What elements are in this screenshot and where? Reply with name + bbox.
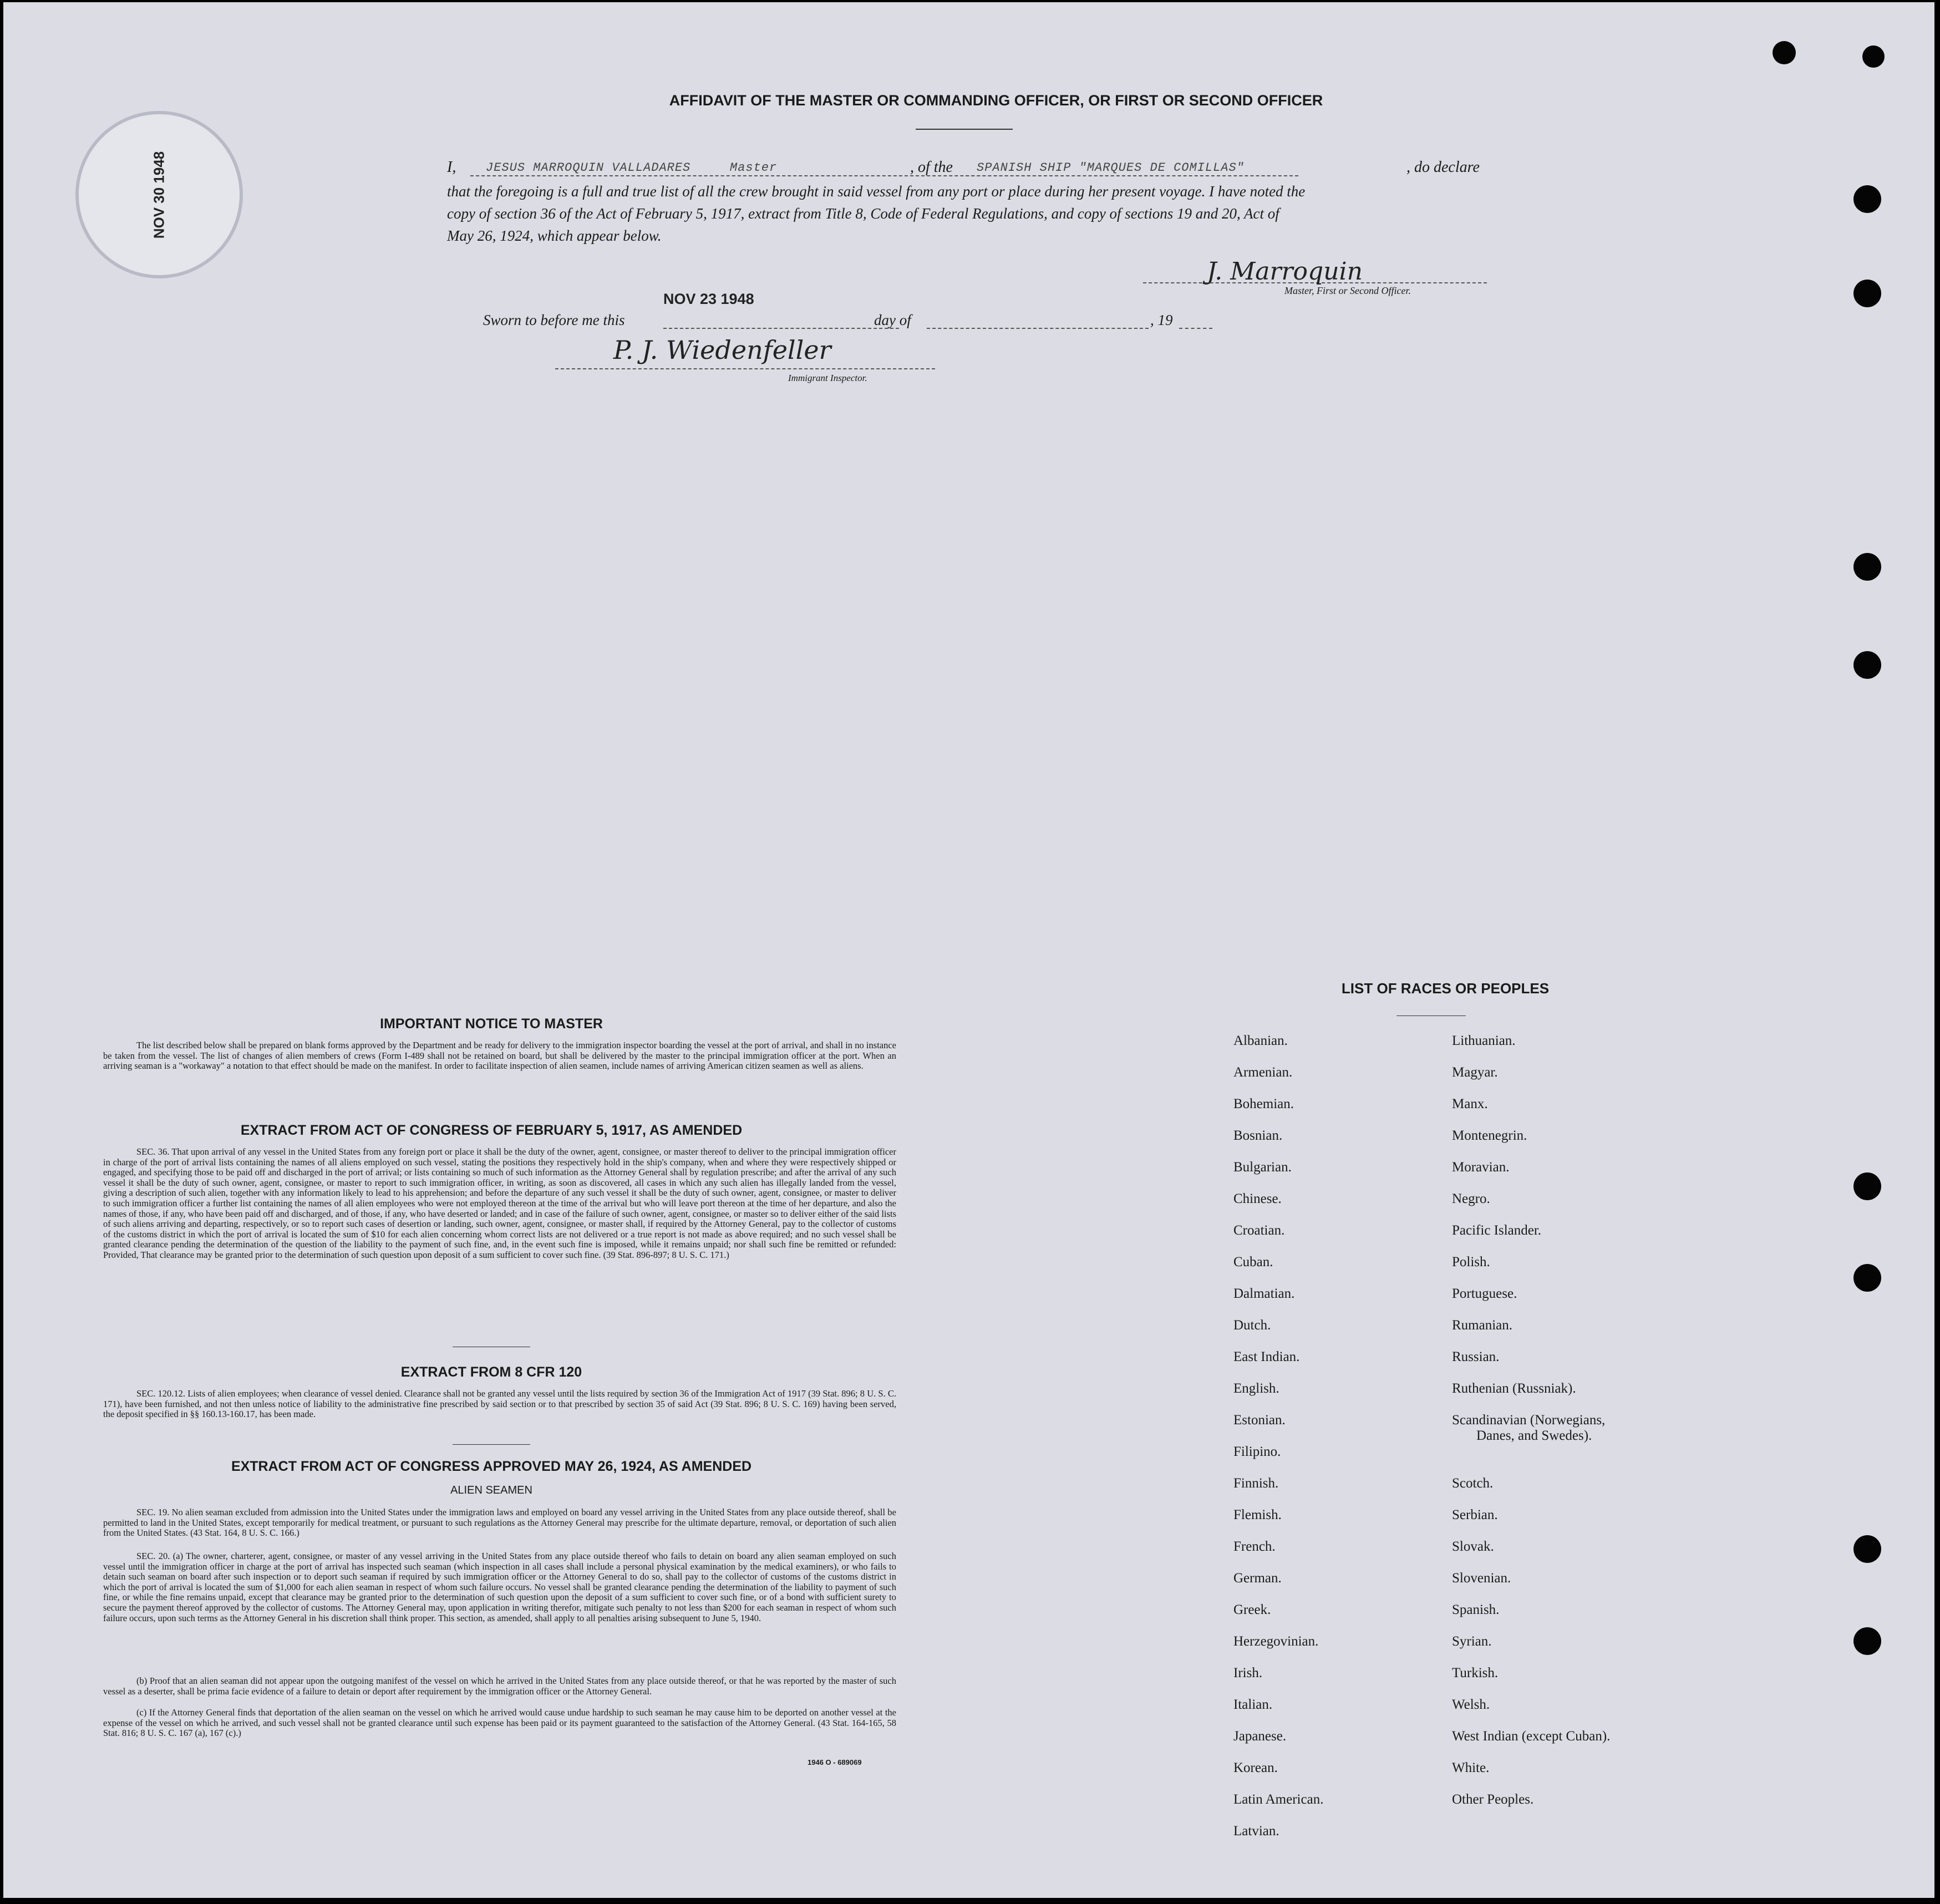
extract-1924-sec20b: (b) Proof that an alien seaman did not appear upon the outgoing manifest of the vessel on which he arrived in the United States from any place outside thereof, or that he was reported by the master of such vessel as a deserter, shall be prima facie evidence of a failure to detain or deport after requirement by the immigration officer or the Attorney General. xyxy=(103,1675,896,1697)
race-item: Filipino. xyxy=(1233,1444,1281,1459)
inspector-signature-line xyxy=(555,368,935,369)
race-item: Scandinavian (Norwegians, xyxy=(1452,1413,1606,1428)
punch-hole xyxy=(1853,1627,1881,1655)
notice-body: The list described below shall be prepared on blank forms approved by the Department and be ready for delivery to the immigration inspector boarding the vessel at the port of arrival, and shall in no instance be taken from the vessel. The list of changes of alien members of crews (Form I-489 shall not be retained on board, but shall be delivered by the master to the principal immigration officer at the port. When an arriving seaman is a "workaway" a notation to that effect should be made on the manifest. In order to facilitate inspection of alien seamen, include names of arriving American citizen seamen as well as aliens. xyxy=(103,1040,896,1072)
punch-hole xyxy=(1853,1172,1881,1200)
ship-name-filled: SPANISH SHIP "MARQUES DE COMILLAS" xyxy=(977,161,1245,175)
race-item: Polish. xyxy=(1452,1255,1490,1270)
race-item: Slovak. xyxy=(1452,1539,1494,1554)
extract-1924-sec20a: SEC. 20. (a) The owner, charterer, agent, consignee, or master of any vessel arriving in the United States from any place outside thereof who fails to detain on board any alien seaman employed on such vessel until the immigration officer in charge at the port of arrival has inspected such seaman (which inspection in all cases shall include a personal physical examination by the medical examiners), or who fails to detain such seaman on board after such inspection or to deport such seaman if required by such immigration officer or the Attorney General to do so, shall pay to the collector of customs of the customs district in which the port of arrival is located the sum of $1,000 for each alien seaman in respect of whom such failure occurs. No vessel shall be granted clearance pending the determination of the liability to payment of such fine, or while the fine remains unpaid, except that clearance may be granted prior to the determination of such question upon the deposit of a sum sufficient to cover such fine, or of a bond with sufficient surety to secure the payment thereof approved by the collector of customs. The Attorney General may, upon application in writing therefor, mitigate such penalty to not less than $200 for each seaman in respect of whom such failure occurs, upon such terms as the Attorney General in his discretion shall think proper. This section, as amended, shall apply to all penalties arising subsequent to June 5, 1940. xyxy=(103,1551,896,1623)
title-underline xyxy=(916,129,1013,130)
race-item: Armenian. xyxy=(1233,1065,1293,1080)
inspector-caption: Immigrant Inspector. xyxy=(788,373,867,383)
extract-1924-sec20c: (c) If the Attorney General finds that deportation of the alien seaman on the vessel on which he arrived would cause undue hardship to such seaman he may cause him to be deported on another vessel at the expense of the vessel on which he arrived, and such vessel shall not be granted clearance until such expense has been paid or its payment guaranteed to the satisfaction of the Attorney General. (43 Stat. 164-165, 58 Stat. 816; 8 U. S. C. 167 (a), 167 (c).) xyxy=(103,1707,896,1739)
race-item: East Indian. xyxy=(1233,1349,1300,1364)
affidavit-line4: May 26, 1924, which appear below. xyxy=(447,227,662,244)
date-stamp-seal xyxy=(75,111,243,278)
punch-hole xyxy=(1853,280,1881,307)
race-item: Serbian. xyxy=(1452,1507,1498,1522)
inspector-signature: P. J. Wiedenfeller xyxy=(613,335,831,365)
punch-hole xyxy=(1853,1535,1881,1563)
affidavit-line2: that the foregoing is a full and true list of all the crew brought in said vessel from any port or place during her present voyage. I have noted the xyxy=(447,183,1306,200)
stamp-date: NOV 30 1948 xyxy=(150,151,167,239)
day-of-label: day of xyxy=(874,312,911,328)
race-item: Irish. xyxy=(1233,1666,1263,1680)
race-item: West Indian (except Cuban). xyxy=(1452,1729,1611,1744)
race-item: Greek. xyxy=(1233,1602,1271,1617)
race-item: Pacific Islander. xyxy=(1452,1223,1542,1238)
races-title: LIST OF RACES OR PEOPLES xyxy=(1341,980,1550,997)
extract-1924-sec19: SEC. 19. No alien seaman excluded from admission into the United States under the immigration laws and employed on board any vessel arriving in the United States from any place outside thereof, shall be permitted to land in the United States, except temporarily for medical treatment, or pursuant to such regulations as the Attorney General may prescribe for the ultimate departure, removal, or deportation of such alien from the United States. (43 Stat. 164, 8 U. S. C. 166.) xyxy=(103,1507,896,1539)
rank-filled: Master xyxy=(730,161,778,175)
race-item: Dutch. xyxy=(1233,1318,1271,1333)
race-item: Ruthenian (Russniak). xyxy=(1452,1381,1576,1396)
race-item: German. xyxy=(1233,1571,1282,1586)
month-line xyxy=(927,328,1149,329)
race-item: Korean. xyxy=(1233,1760,1278,1775)
race-item: Japanese. xyxy=(1233,1729,1287,1744)
race-item: Dalmatian. xyxy=(1233,1286,1295,1301)
race-item: Chinese. xyxy=(1233,1191,1282,1206)
do-declare-label: , do declare xyxy=(1406,159,1480,176)
extract-1924-subtitle: ALIEN SEAMEN xyxy=(450,1484,532,1496)
punch-hole xyxy=(1853,1264,1881,1292)
punch-hole xyxy=(1773,41,1796,64)
race-item: Estonian. xyxy=(1233,1413,1286,1428)
race-item: Herzegovinian. xyxy=(1233,1634,1319,1649)
race-item: Spanish. xyxy=(1452,1602,1500,1617)
extract-cfr-body: SEC. 120.12. Lists of alien employees; when clearance of vessel denied. Clearance shall not be granted any vessel until the lists required by section 36 of the Immigration Act of 1917 (39 Stat. 896; 8 U. S. C. 171), have been furnished, and not then unless notice of liability to the administrative fine prescribed by said section or to that prescribed by section 35 of said Act (39 Stat. 896; 8 U. S. C. 169) having been served, the deposit specified in §§ 160.13-160.17, has been made. xyxy=(103,1388,896,1420)
race-item: Bosnian. xyxy=(1233,1128,1283,1143)
races-right-column xyxy=(1452,1033,1610,1823)
affidavit-line1 xyxy=(447,159,1495,181)
master-name-filled: JESUS MARROQUIN VALLADARES xyxy=(486,161,691,175)
race-item: English. xyxy=(1233,1381,1279,1396)
race-item: Danes, and Swedes). xyxy=(1476,1428,1592,1443)
race-item: Cuban. xyxy=(1233,1255,1273,1270)
race-item: Latin American. xyxy=(1233,1792,1324,1807)
section-divider xyxy=(453,1444,530,1445)
race-item: Croatian. xyxy=(1233,1223,1285,1238)
sworn-day-line xyxy=(663,328,899,329)
race-item: Latvian. xyxy=(1233,1824,1279,1839)
race-item: Russian. xyxy=(1452,1349,1500,1364)
affidavit-title: AFFIDAVIT OF THE MASTER OR COMMANDING OFFICER, OR FIRST OR SECOND OFFICER xyxy=(669,92,1323,109)
extract-1924-title: EXTRACT FROM ACT OF CONGRESS APPROVED MAY 26, 1924, AS AMENDED xyxy=(231,1459,752,1474)
race-item: Portuguese. xyxy=(1452,1286,1517,1301)
race-item: White. xyxy=(1452,1760,1490,1775)
race-item: Manx. xyxy=(1452,1096,1488,1111)
sworn-label: Sworn to before me this xyxy=(483,312,625,328)
document-page xyxy=(3,2,1934,1898)
race-item: Slovenian. xyxy=(1452,1571,1511,1586)
race-item: Montenegrin. xyxy=(1452,1128,1527,1143)
punch-hole xyxy=(1853,651,1881,679)
race-item: Turkish. xyxy=(1452,1666,1499,1680)
race-item: French. xyxy=(1233,1539,1276,1554)
race-item: Scotch. xyxy=(1452,1476,1494,1491)
of-the-label: , of the xyxy=(910,159,953,176)
race-item: Bulgarian. xyxy=(1233,1160,1292,1175)
notice-title: IMPORTANT NOTICE TO MASTER xyxy=(380,1016,603,1032)
race-item: Other Peoples. xyxy=(1452,1792,1534,1807)
affidavit-line3: copy of section 36 of the Act of February 5, 1917, extract from Title 8, Code of Federal Regulations, and copy of sections 19 and 20, Act of xyxy=(447,205,1279,222)
extract-1917-title: EXTRACT FROM ACT OF CONGRESS OF FEBRUARY 5, 1917, AS AMENDED xyxy=(240,1123,743,1138)
year-line xyxy=(1179,328,1212,329)
race-item: Flemish. xyxy=(1233,1507,1282,1522)
master-signature: J. Marroquin xyxy=(1207,257,1363,286)
punch-hole xyxy=(1853,553,1881,581)
race-item: Bohemian. xyxy=(1233,1096,1294,1111)
master-caption: Master, First or Second Officer. xyxy=(1284,285,1411,296)
punch-hole xyxy=(1862,45,1885,68)
sworn-date-stamp: NOV 23 1948 xyxy=(663,291,754,307)
race-item: Syrian. xyxy=(1452,1634,1492,1649)
punch-hole xyxy=(1853,185,1881,213)
race-item: Rumanian. xyxy=(1452,1318,1513,1333)
ship-field-line xyxy=(966,175,1298,176)
race-item: Welsh. xyxy=(1452,1697,1490,1712)
print-code: 1946 O - 689069 xyxy=(808,1758,862,1766)
race-item: Moravian. xyxy=(1452,1160,1510,1175)
extract-1917-body: SEC. 36. That upon arrival of any vessel in the United States from any foreign port or place it shall be the duty of the owner, agent, consignee, or master thereof to deliver to the principal immigration officer in charge of the port of arrival lists containing the names of all aliens employed on such vessel, stating the positions they respectively hold in the ship's company, when and where they were respectively shipped or engaged, and specifying those to be paid off and discharged in the port of arrival; or lists containing so much of such information as the Attorney General shall by regulation prescribe; and after the arrival of any such vessel it shall be the duty of such owner, agent, consignee, or master to report to such immigration officer, in writing, as soon as discovered, all cases in which any such alien has illegally landed from the vessel, giving a description of such alien, together with any information likely to lead to his apprehension; and before the departure of any such vessel it shall be the duty of such owner, agent, consignee, or master to deliver to such immigration officer a further list containing the names of all alien employees who were not employed thereon at the time of the arrival but who will leave port thereon at the time of her departure, and also the names of those, if any, who have been paid off and discharged, and of those, if any, who have deserted or landed; and in case of the failure of such owner, agent, consignee, or master so to deliver either of the said lists of such aliens arriving and departing, respectively, or so to report such cases of desertion or landing, such owner, agent, consignee, or master shall, if required by the Attorney General, pay to the collector of customs of the customs district in which the port of arrival is located the sum of $10 for each alien concerning whom correct lists are not delivered or a true report is not made as above required; and no such vessel shall be granted clearance pending the determination of the question of the liability to the payment of such fine, and, in the event such fine is imposed, while it remains unpaid; nor shall such fine be remitted or refunded: Provided, That clearance may be granted prior to the determination of such question upon deposit of a sum sufficient to cover such fine. (39 Stat. 896-897; 8 U. S. C. 171.) xyxy=(103,1146,896,1260)
races-left-column xyxy=(1233,1033,1323,1855)
year-prefix: , 19 xyxy=(1150,312,1173,328)
race-item: Italian. xyxy=(1233,1697,1273,1712)
i-label: I, xyxy=(447,159,456,176)
race-item: Albanian. xyxy=(1233,1033,1288,1048)
race-item: Lithuanian. xyxy=(1452,1033,1516,1048)
extract-cfr-title: EXTRACT FROM 8 CFR 120 xyxy=(400,1364,582,1380)
race-item: Magyar. xyxy=(1452,1065,1498,1080)
race-item: Finnish. xyxy=(1233,1476,1279,1491)
race-item: Negro. xyxy=(1452,1191,1490,1206)
